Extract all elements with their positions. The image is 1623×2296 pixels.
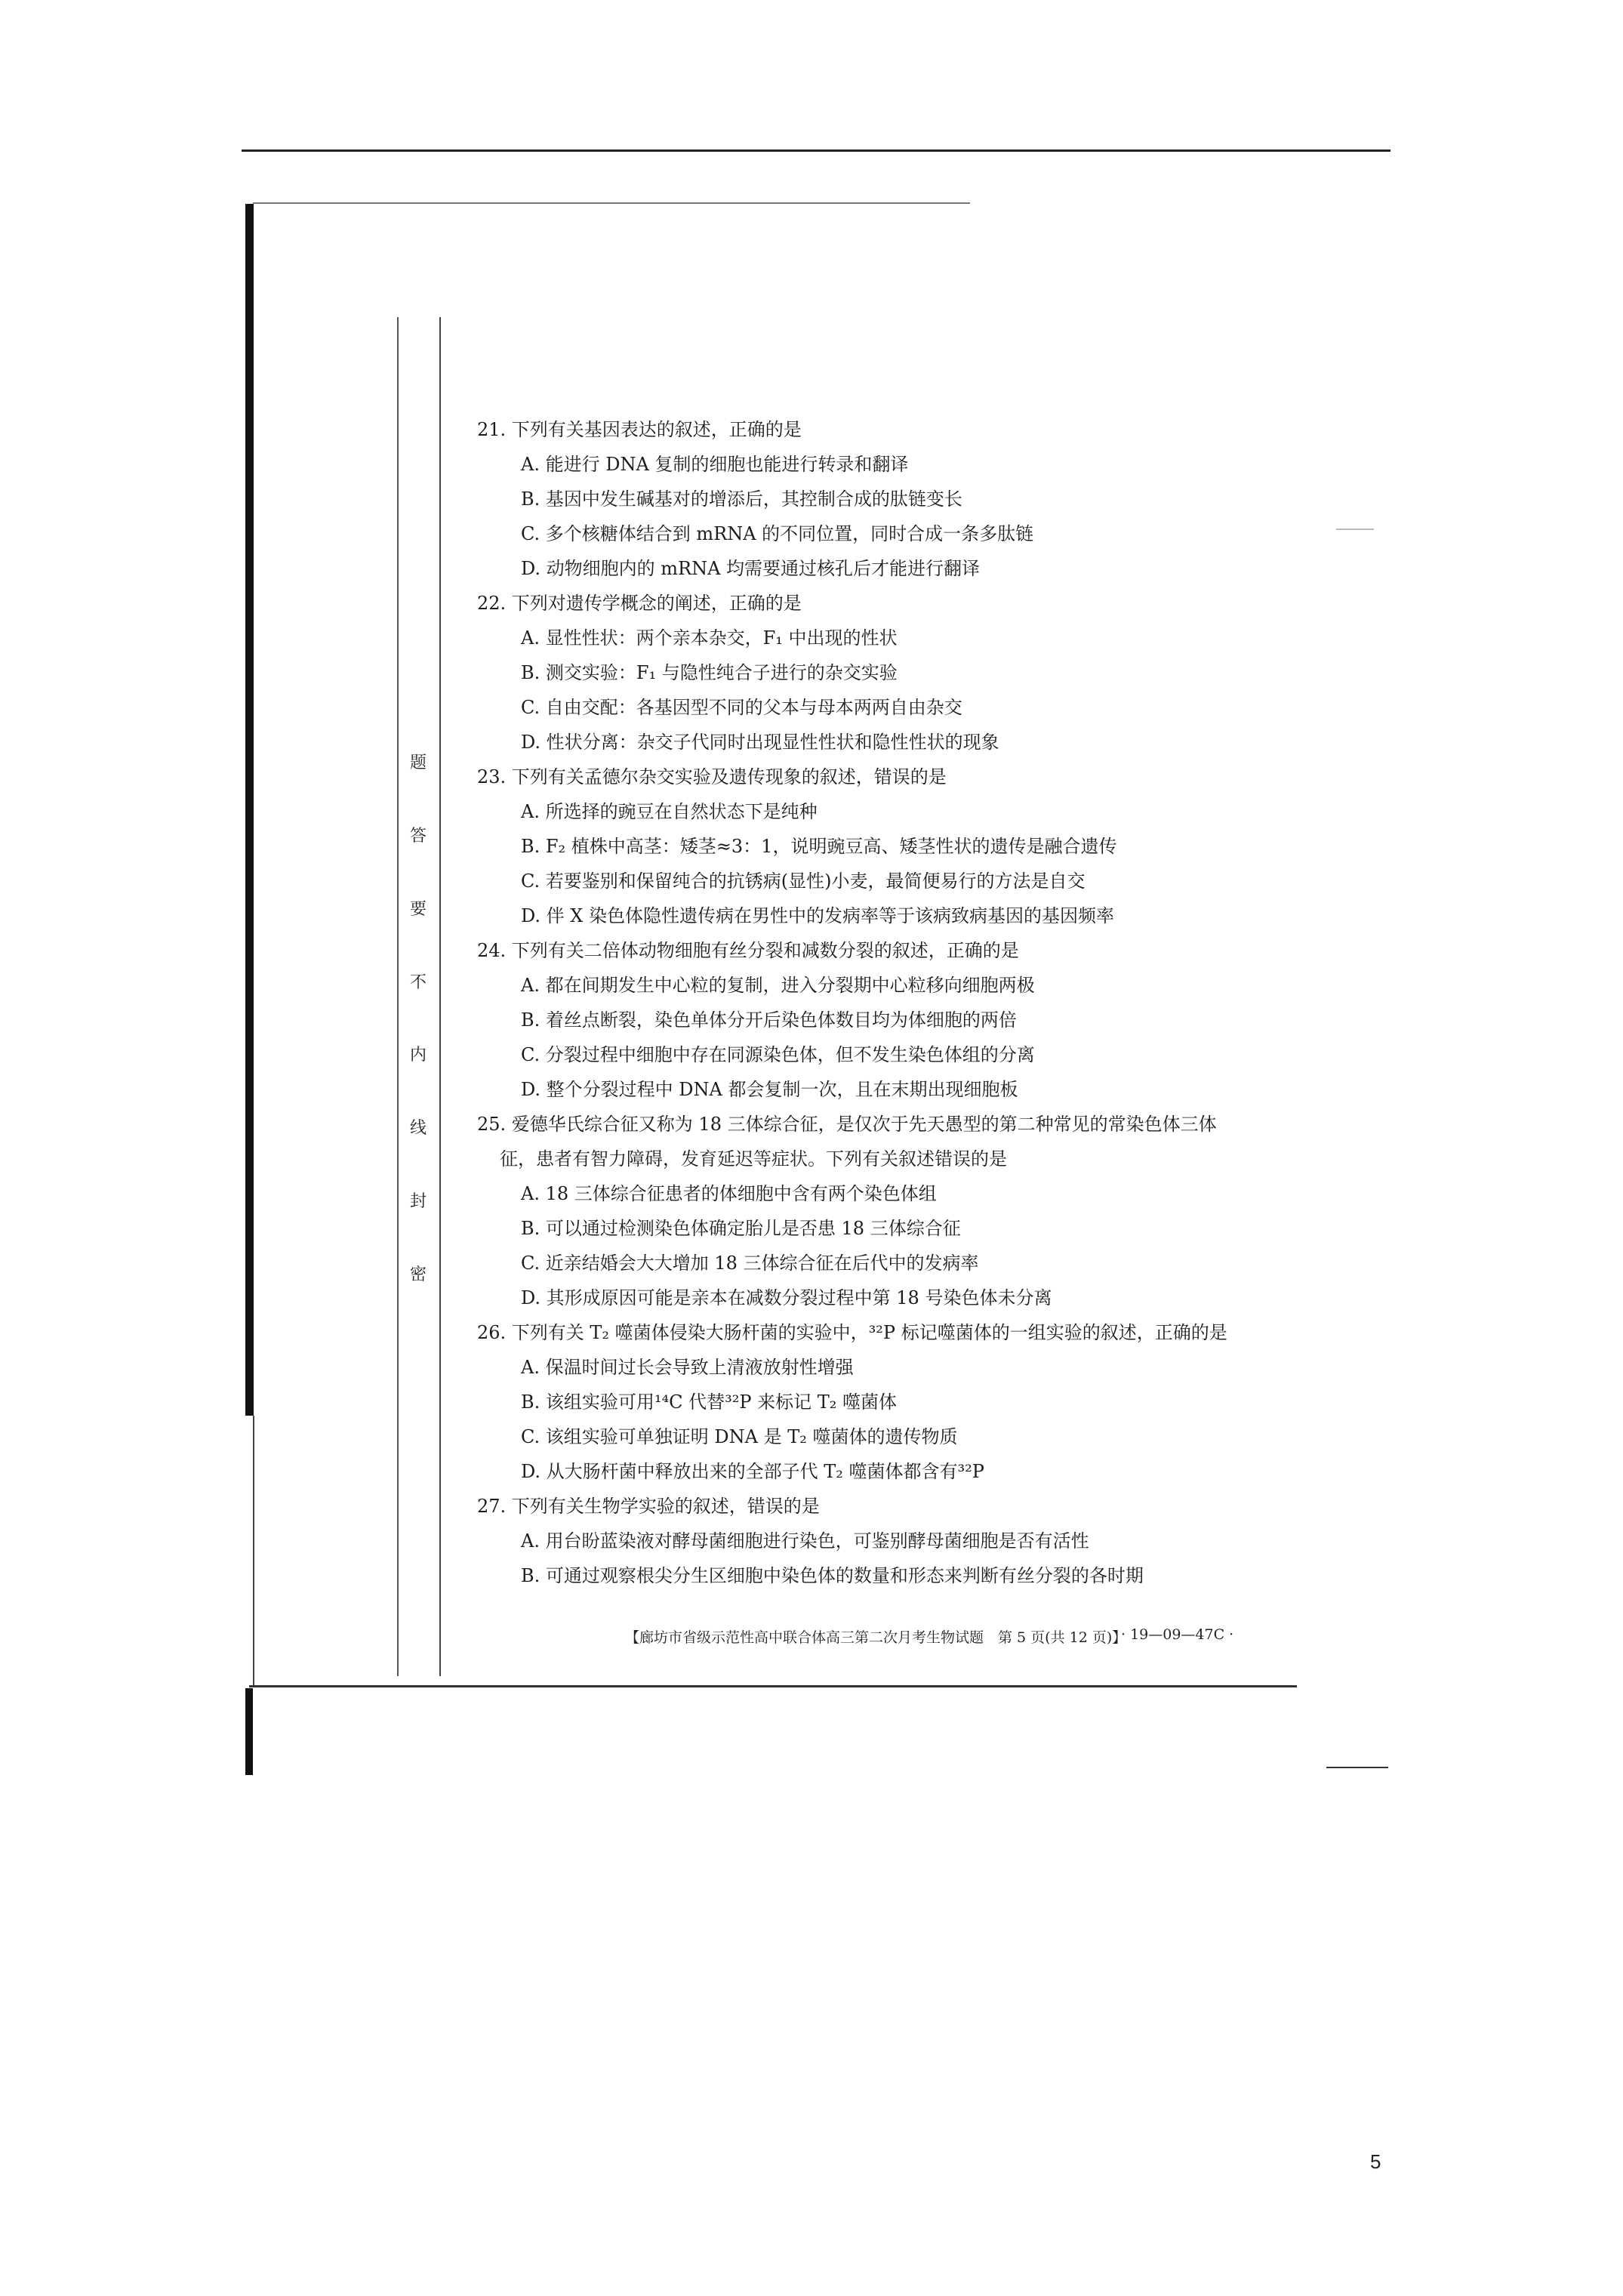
- question-stem-continued: 征，患者有智力障碍，发育延迟等症状。下列有关叙述错误的是: [500, 1148, 1007, 1170]
- question-stem: 22. 下列对遗传学概念的阐述，正确的是: [477, 593, 802, 614]
- binding-line-inner: [439, 317, 441, 1676]
- option: B. 测交实验：F₁ 与隐性纯合子进行的杂交实验: [521, 662, 898, 683]
- option: C. 多个核糖体结合到 mRNA 的不同位置，同时合成一条多肽链: [521, 523, 1034, 544]
- binding-char: 线: [409, 1119, 427, 1139]
- question-list: [477, 412, 1292, 1593]
- scan-bottom-edge: [249, 1685, 1297, 1687]
- option: A. 都在间期发生中心粒的复制，进入分裂期中心粒移向细胞两极: [521, 975, 1035, 996]
- question-stem: 24. 下列有关二倍体动物细胞有丝分裂和减数分裂的叙述，正确的是: [477, 940, 1019, 961]
- option: B. 该组实验可用¹⁴C 代替³²P 来标记 T₂ 噬菌体: [521, 1391, 898, 1413]
- page-footer: 【廊坊市省级示范性高中联合体高三第二次月考生物试题 第 5 页(共 12 页)】: [625, 1629, 1127, 1646]
- question-stem: 27. 下列有关生物学实验的叙述，错误的是: [477, 1496, 820, 1517]
- binding-char: 密: [409, 1265, 427, 1284]
- question-stem: 21. 下列有关基因表达的叙述，正确的是: [477, 419, 802, 440]
- page-number: 5: [1370, 2150, 1381, 2173]
- binding-warning: [403, 755, 433, 1284]
- scan-right-tick: [1336, 529, 1374, 530]
- binding-line-outer: [397, 317, 399, 1676]
- option: C. 自由交配：各基因型不同的父本与母本两两自由杂交: [521, 697, 962, 718]
- option: C. 近亲结婚会大大增加 18 三体综合征在后代中的发病率: [521, 1253, 979, 1274]
- option: B. 可通过观察根尖分生区细胞中染色体的数量和形态来判断有丝分裂的各时期: [521, 1565, 1144, 1586]
- option: D. 性状分离：杂交子代同时出现显性性状和隐性性状的现象: [521, 732, 999, 753]
- binding-char: 题: [409, 754, 427, 772]
- option: A. 保温时间过长会导致上清液放射性增强: [521, 1357, 854, 1378]
- binding-char: 不: [409, 972, 427, 992]
- binding-char: 答: [409, 826, 427, 846]
- option: B. F₂ 植株中高茎：矮茎≈3：1，说明豌豆高、矮茎性状的遗传是融合遗传: [521, 836, 1117, 857]
- option: C. 该组实验可单独证明 DNA 是 T₂ 噬菌体的遗传物质: [521, 1426, 958, 1447]
- option: A. 18 三体综合征患者的体细胞中含有两个染色体组: [521, 1183, 937, 1204]
- option: B. 基因中发生碱基对的增添后，其控制合成的肽链变长: [521, 488, 962, 510]
- scan-left-edge-lower: [245, 1688, 253, 1775]
- option: D. 整个分裂过程中 DNA 都会复制一次，且在末期出现细胞板: [521, 1079, 1018, 1100]
- option: A. 能进行 DNA 复制的细胞也能进行转录和翻译: [521, 454, 909, 475]
- option: D. 其形成原因可能是亲本在减数分裂过程中第 18 号染色体未分离: [521, 1287, 1052, 1308]
- question-stem: 26. 下列有关 T₂ 噬菌体侵染大肠杆菌的实验中，³²P 标记噬菌体的一组实验的叙述，正确的是: [477, 1322, 1227, 1343]
- option: C. 分裂过程中细胞中存在同源染色体，但不发生染色体组的分离: [521, 1044, 1035, 1065]
- option: B. 着丝点断裂，染色单体分开后染色体数目均为体细胞的两倍: [521, 1009, 1017, 1031]
- scan-left-edge: [245, 204, 254, 1416]
- question-stem: 23. 下列有关孟德尔杂交实验及遗传现象的叙述，错误的是: [477, 766, 947, 787]
- binding-char: 内: [409, 1046, 427, 1065]
- binding-char: 封: [409, 1192, 427, 1212]
- option: D. 动物细胞内的 mRNA 均需要通过核孔后才能进行翻译: [521, 558, 981, 579]
- exam-code: · 19—09—47C ·: [1121, 1626, 1234, 1643]
- question-stem: 25. 爱德华氏综合征又称为 18 三体综合征，是仅次于先天愚型的第二种常见的常染色体三体: [477, 1114, 1217, 1135]
- option: D. 从大肠杆菌中释放出来的全部子代 T₂ 噬菌体都含有³²P: [521, 1461, 984, 1482]
- scan-left-edge-thin: [253, 1416, 254, 1687]
- option: C. 若要鉴别和保留纯合的抗锈病(显性)小麦，最简便易行的方法是自交: [521, 871, 1086, 892]
- option: A. 用台盼蓝染液对酵母菌细胞进行染色，可鉴别酵母菌细胞是否有活性: [521, 1530, 1089, 1552]
- option: D. 伴 X 染色体隐性遗传病在男性中的发病率等于该病致病基因的基因频率: [521, 905, 1114, 926]
- scan-right-mark: [1326, 1767, 1388, 1768]
- option: A. 显性性状：两个亲本杂交，F₁ 中出现的性状: [521, 627, 898, 649]
- option: B. 可以通过检测染色体确定胎儿是否患 18 三体综合征: [521, 1218, 961, 1239]
- binding-char: 要: [409, 899, 427, 919]
- option: A. 所选择的豌豆在自然状态下是纯种: [521, 801, 818, 822]
- scan-top-edge: [253, 202, 970, 204]
- header-rule: [242, 149, 1390, 152]
